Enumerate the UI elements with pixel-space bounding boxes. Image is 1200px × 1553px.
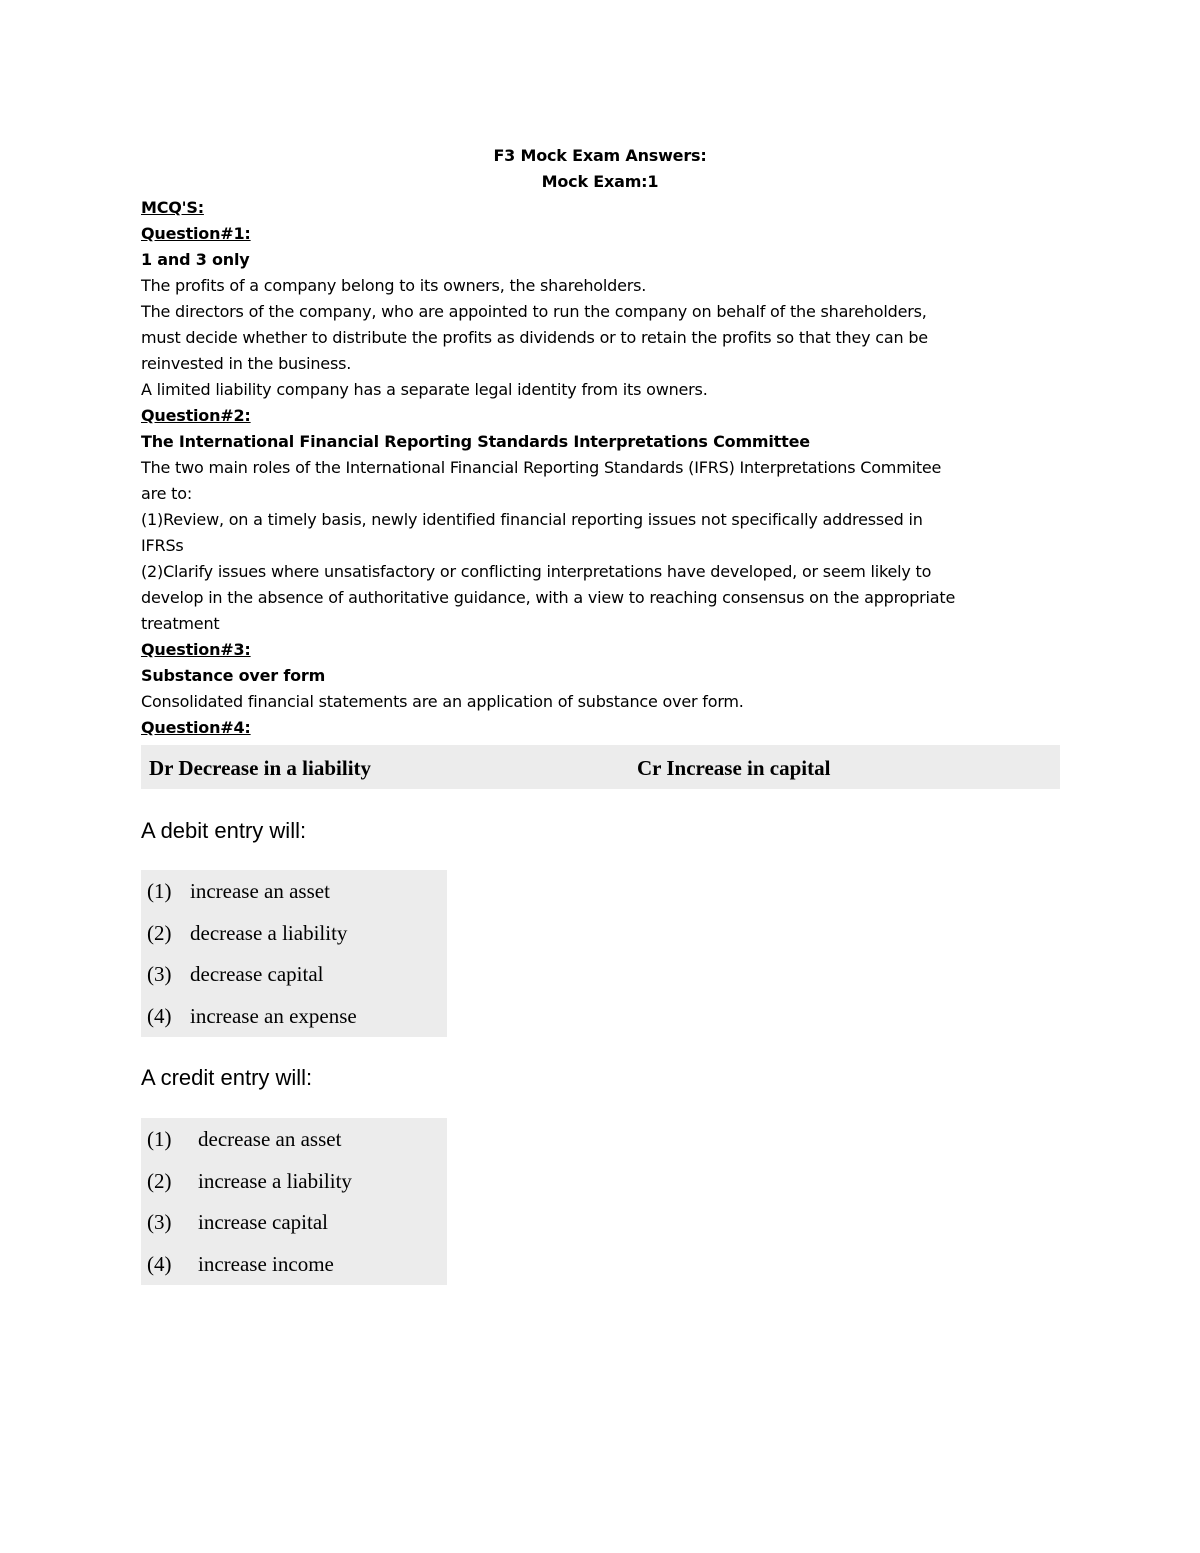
question-3-heading: Question#3: [141,640,251,659]
item-number: (1) [147,1127,172,1151]
question-2-line: treatment [141,614,220,633]
answers-body [141,195,1061,741]
item-number: (2) [147,1169,172,1193]
question-1-line: reinvested in the business. [141,354,352,373]
question-1-answer: 1 and 3 only [141,250,250,269]
credit-rules-list [141,1118,447,1285]
debit-entry-label: Dr Decrease in a liability [149,756,372,780]
question-2-line: (2)Clarify issues where unsatisfactory or conflicting interpretations have developed, or seem likely to [141,562,932,581]
question-1-line: The directors of the company, who are appointed to run the company on behalf of the shareholders, [141,302,927,321]
item-number: (3) [147,962,172,986]
question-2-heading: Question#2: [141,406,251,425]
question-2-line: (1)Review, on a timely basis, newly identified financial reporting issues not specifically addressed in [141,510,923,529]
item-text: decrease capital [190,962,324,986]
item-text: increase capital [198,1210,328,1234]
question-1-line: must decide whether to distribute the profits as dividends or to retain the profits so that they can be [141,328,928,347]
credit-rules-heading: A credit entry will: [141,1065,313,1090]
page-title: F3 Mock Exam Answers: [493,146,707,165]
item-number: (1) [147,879,172,903]
item-text: increase income [198,1252,334,1276]
debit-rules-heading: A debit entry will: [141,818,307,843]
question-2-line: develop in the absence of authoritative guidance, with a view to reaching consensus on the appropriate [141,588,956,607]
item-text: decrease an asset [198,1127,342,1151]
item-number: (4) [147,1252,172,1276]
credit-entry-label: Cr Increase in capital [637,756,831,780]
question-3-answer: Substance over form [141,666,326,685]
item-number: (3) [147,1210,172,1234]
debit-rules-list [141,870,447,1037]
question-4-heading: Question#4: [141,718,251,737]
item-text: increase an expense [190,1004,357,1028]
question-1-line: A limited liability company has a separate legal identity from its owners. [141,380,708,399]
question-1-heading: Question#1: [141,224,251,243]
item-text: increase an asset [190,879,330,903]
section-heading: MCQ'S: [141,198,204,217]
question-2-line: are to: [141,484,193,503]
question-3-line: Consolidated financial statements are an application of substance over form. [141,692,744,711]
item-text: increase a liability [198,1169,352,1193]
item-text: decrease a liability [190,921,348,945]
question-2-answer: The International Financial Reporting Standards Interpretations Committee [141,432,810,451]
page-subtitle: Mock Exam:1 [541,172,659,191]
journal-entry-banner [141,745,1060,789]
question-1-line: The profits of a company belong to its owners, the shareholders. [141,276,647,295]
item-number: (2) [147,921,172,945]
question-2-line: IFRSs [141,536,184,555]
question-2-line: The two main roles of the International Financial Reporting Standards (IFRS) Interpretations Commitee [141,458,942,477]
item-number: (4) [147,1004,172,1028]
